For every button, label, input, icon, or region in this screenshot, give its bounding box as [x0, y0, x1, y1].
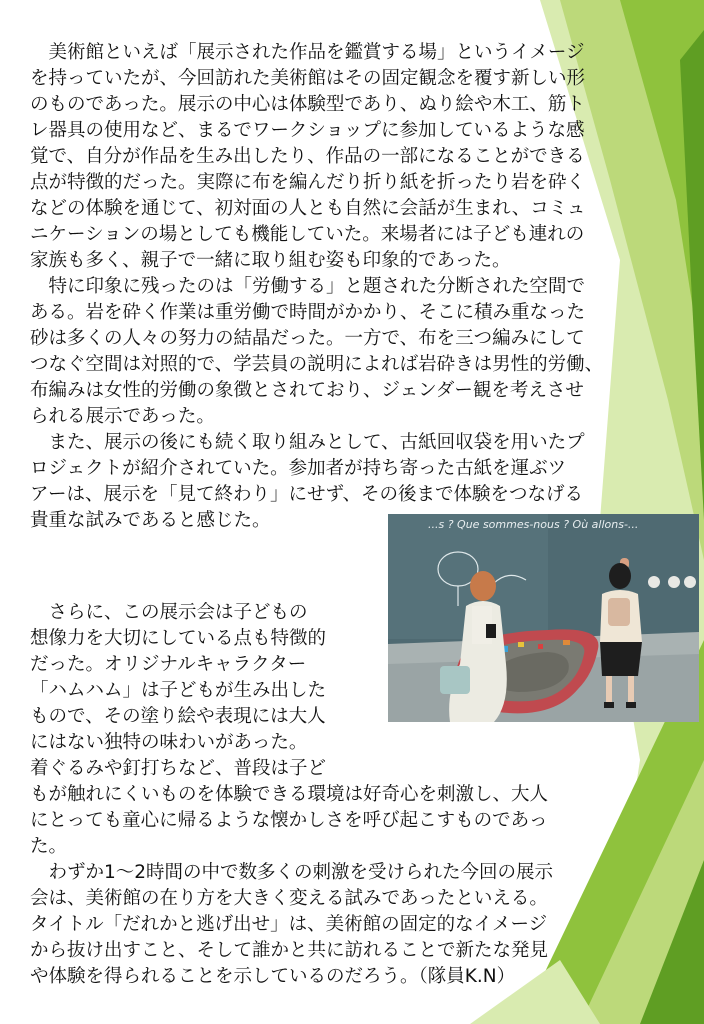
paragraph-5-line: 会は、美術館の在り方を大きく変える試みであったといえる。 [30, 888, 548, 909]
paragraph-1-line: などの体験を通じて、初対面の人とも自然に会話が生まれ、コミュ [30, 198, 586, 219]
paragraph-2-line: ある。岩を砕く作業は重労働で時間がかかり、そこに積み重なった [30, 302, 586, 323]
paragraph-4-line: さらに、この展示会は子どもの [30, 602, 308, 623]
paragraph-5-line: から抜け出すこと、そして誰かと共に訪れることで新たな発見 [30, 940, 549, 961]
paragraph-5-line: や体験を得られることを示しているのだろう。（隊員K.N） [30, 966, 516, 987]
paragraph-1-line: のものであった。展示の中心は体験型であり、ぬり絵や木工、筋ト [30, 94, 585, 115]
paragraph-5-line: タイトル「だれかと逃げ出せ」は、美術館の固定的なイメージ [30, 914, 548, 935]
paragraph-1-line: レ器具の使用など、まるでワークショップに参加しているような感 [30, 120, 585, 141]
exhibition-photo-illustration [388, 514, 699, 722]
paragraph-3-line: また、展示の後にも続く取り組みとして、古紙回収袋を用いたプ [30, 432, 585, 453]
paragraph-4-line: にとっても童心に帰るような懐かしさを呼び起こすものであっ [30, 810, 548, 831]
paragraph-1-line: 点が特徴的だった。実際に布を編んだり折り紙を折ったり岩を砕く [30, 172, 586, 193]
wall-text: ...s ? Que sommes-nous ? Où allons-... [428, 518, 639, 531]
paragraph-4-line: もので、その塗り絵や表現には大人 [30, 706, 326, 727]
paragraph-4-line: にはない独特の味わいがあった。 [30, 732, 308, 753]
paragraph-3-line: アーは、展示を「見て終わり」にせず、その後まで体験をつなげる [30, 484, 583, 505]
paragraph-4-line: 着ぐるみや釘打ちなど、普段は子ど [30, 758, 327, 779]
paragraph-2-line: 砂は多くの人々の努力の結晶だった。一方で、布を三つ編みにして [30, 328, 585, 349]
paragraph-1-line: 美術館といえば「展示された作品を鑑賞する場」というイメージ [30, 42, 585, 63]
paragraph-2-line: つなぐ空間は対照的で、学芸員の説明によれば岩砕きは男性的労働、 [30, 354, 604, 375]
exhibition-photo [388, 514, 699, 722]
paragraph-1-line: 家族も多く、親子で一緒に取り組む姿も印象的であった。 [30, 250, 511, 271]
paragraph-4-line: もが触れにくいものを体験できる環境は好奇心を刺激し、大人 [30, 784, 549, 805]
paragraph-4-line: だった。オリジナルキャラクター [30, 654, 307, 675]
paragraph-2-line: られる展示であった。 [30, 406, 215, 427]
paragraph-5-line: わずか1～2時間の中で数多くの刺激を受けられた今回の展示 [30, 862, 554, 883]
paragraph-3-line: ロジェクトが紹介されていた。参加者が持ち寄った古紙を運ぶツ [30, 458, 567, 479]
paragraph-4-line: た。 [30, 836, 68, 857]
paragraph-3-line: 貴重な試みであると感じた。 [30, 510, 271, 531]
paragraph-1-line: 覚で、自分が作品を生み出したり、作品の一部になることができる [30, 146, 585, 167]
paragraph-4-line: 想像力を大切にしている点も特徴的 [30, 628, 327, 649]
paragraph-4-line: 「ハムハム」は子どもが生み出した [30, 680, 327, 701]
paragraph-2-line: 布編みは女性的労働の象徴とされており、ジェンダー観を考えさせ [30, 380, 584, 401]
paragraph-1-line: ニケーションの場としても機能していた。来場者には子ども連れの [30, 224, 585, 245]
paragraph-2-line: 特に印象に残ったのは「労働する」と題された分断された空間で [30, 276, 586, 297]
paragraph-1-line: を持っていたが、今回訪れた美術館はその固定観念を覆す新しい形 [30, 68, 586, 89]
